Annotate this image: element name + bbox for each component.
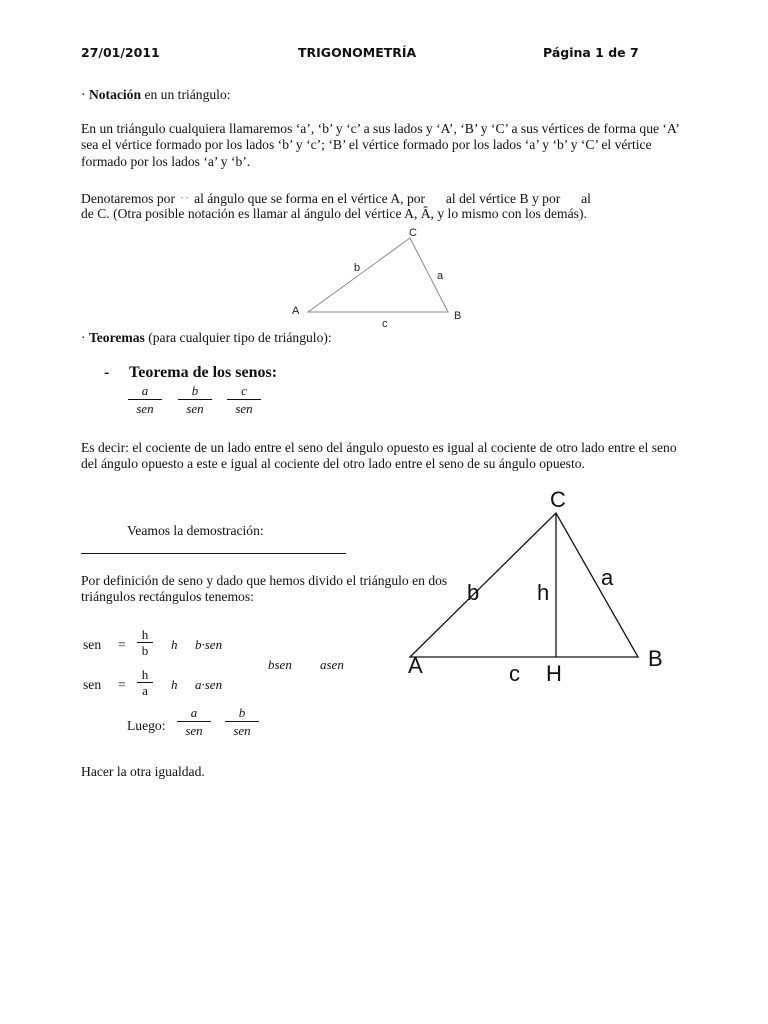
small-label-A: A (292, 305, 300, 317)
luego-fraction-b-den: sen (233, 723, 251, 738)
small-label-C: C (409, 227, 417, 239)
alpha-placeholder: - - (180, 192, 189, 202)
eq2-h: h (171, 677, 178, 692)
small-triangle-shape (308, 238, 448, 312)
demo-separator-line (81, 553, 346, 554)
small-label-a: a (437, 270, 444, 282)
p2-text-c: al del vértice B y por (445, 191, 561, 206)
demo-definition: Por definición de seno y dado que hemos divido el triángulo en dos triángulos rectángulos tenemos: (81, 573, 448, 605)
sine-fraction-b-den: sen (186, 401, 204, 416)
demo-closing: Hacer la otra igualdad. (81, 764, 205, 779)
notation-paragraph-1: En un triángulo cualquiera llamaremos ‘a’, ‘b’ y ‘c’ a sus lados y ‘A’, ‘B’ y ‘C’ a sus vértices de forma que ‘A’ sea el vértice formado por los lados ‘b’ y ‘c’; ‘B’ el vértice formado por los lados ‘a’ y ‘b’ y ‘C’ el vértice formado por los lados ‘a’ y ‘b’. (81, 121, 679, 169)
notation-paragraph-2-line-2: de C. (Otra posible notación es llamar al ángulo del vértice A, Â, y lo mismo con los demás). (81, 206, 587, 221)
big-label-c: c (509, 661, 520, 686)
small-label-b: b (354, 262, 361, 274)
sine-fraction-c-den: sen (235, 401, 253, 416)
sine-theorem-dash: - (104, 364, 110, 381)
luego-fraction-b-num: b (238, 705, 246, 720)
luego-fraction-b (225, 705, 259, 738)
big-label-h: h (537, 580, 550, 605)
p2-text-b: al ángulo que se forma en el vértice A, por (194, 191, 426, 206)
big-label-A: A (408, 653, 423, 678)
big-label-H: H (546, 661, 562, 686)
big-label-C: C (550, 487, 566, 512)
sine-fraction-b (178, 383, 212, 416)
notation-heading (81, 87, 231, 104)
sine-fraction-a-den: sen (136, 401, 154, 416)
eq2-rhs: a·sen (195, 677, 223, 692)
sine-fraction-c (227, 383, 261, 416)
sine-theorem-explanation: Es decir: el cociente de un lado entre el seno del ángulo opuesto es igual al cociente de otro lado entre el seno del ángulo opuesto a este e igual al cociente del otro lado entre el seno de su ángulo opuesto. (81, 440, 677, 472)
small-label-c: c (382, 318, 388, 330)
notation-paragraph-2-line-1 (81, 189, 591, 208)
sine-fraction-c-num: c (241, 383, 247, 398)
eq1-fraction (137, 627, 153, 659)
eq2-fraction (137, 667, 153, 699)
notation-heading-rest: en un triángulo: (141, 87, 231, 102)
big-triangle-diagram (400, 480, 700, 690)
demo-intro: Veamos la demostración: (127, 523, 264, 538)
small-triangle-diagram (280, 222, 480, 332)
middle-asen: asen (320, 657, 344, 672)
big-label-b: b (467, 580, 480, 605)
sine-fraction-a (128, 383, 162, 416)
eq1-equals: = (118, 637, 126, 652)
theorems-bullet: · (81, 330, 86, 345)
luego-fraction-a-num: a (190, 705, 198, 720)
p2-text-a: Denotaremos por (81, 191, 175, 206)
big-label-B: B (648, 646, 663, 671)
notation-bullet: · (81, 87, 86, 102)
middle-bsen: bsen (268, 657, 292, 672)
theorems-heading-bold: Teoremas (88, 330, 145, 345)
eq2-lhs: sen (83, 677, 102, 692)
eq1-rhs: b·sen (195, 637, 223, 652)
notation-heading-bold: Notación (88, 87, 142, 102)
luego-fraction-a (177, 705, 211, 738)
eq2-equals: = (118, 677, 126, 692)
header-page-number: Página 1 de 7 (543, 45, 639, 60)
small-label-B: B (454, 310, 462, 322)
eq1-den: b (141, 643, 149, 658)
eq2-num: h (141, 667, 149, 682)
sine-fraction-a-num: a (141, 383, 149, 398)
eq2-den: a (142, 683, 148, 698)
p2-text-d: al (581, 191, 591, 206)
header-title: TRIGONOMETRÍA (298, 45, 417, 60)
eq1-lhs: sen (83, 637, 102, 652)
luego-fraction-a-den: sen (185, 723, 203, 738)
header-date: 27/01/2011 (81, 45, 160, 60)
big-label-a: a (601, 565, 614, 590)
theorems-heading (81, 330, 332, 347)
theorems-heading-rest: (para cualquier tipo de triángulo): (144, 330, 332, 345)
sine-theorem-title (104, 364, 277, 382)
eq1-h: h (171, 637, 178, 652)
eq1-num: h (141, 627, 149, 642)
sine-fraction-b-num: b (191, 383, 199, 398)
sine-theorem-title-text: Teorema de los senos: (129, 364, 278, 381)
luego-label: Luego: (127, 718, 166, 733)
